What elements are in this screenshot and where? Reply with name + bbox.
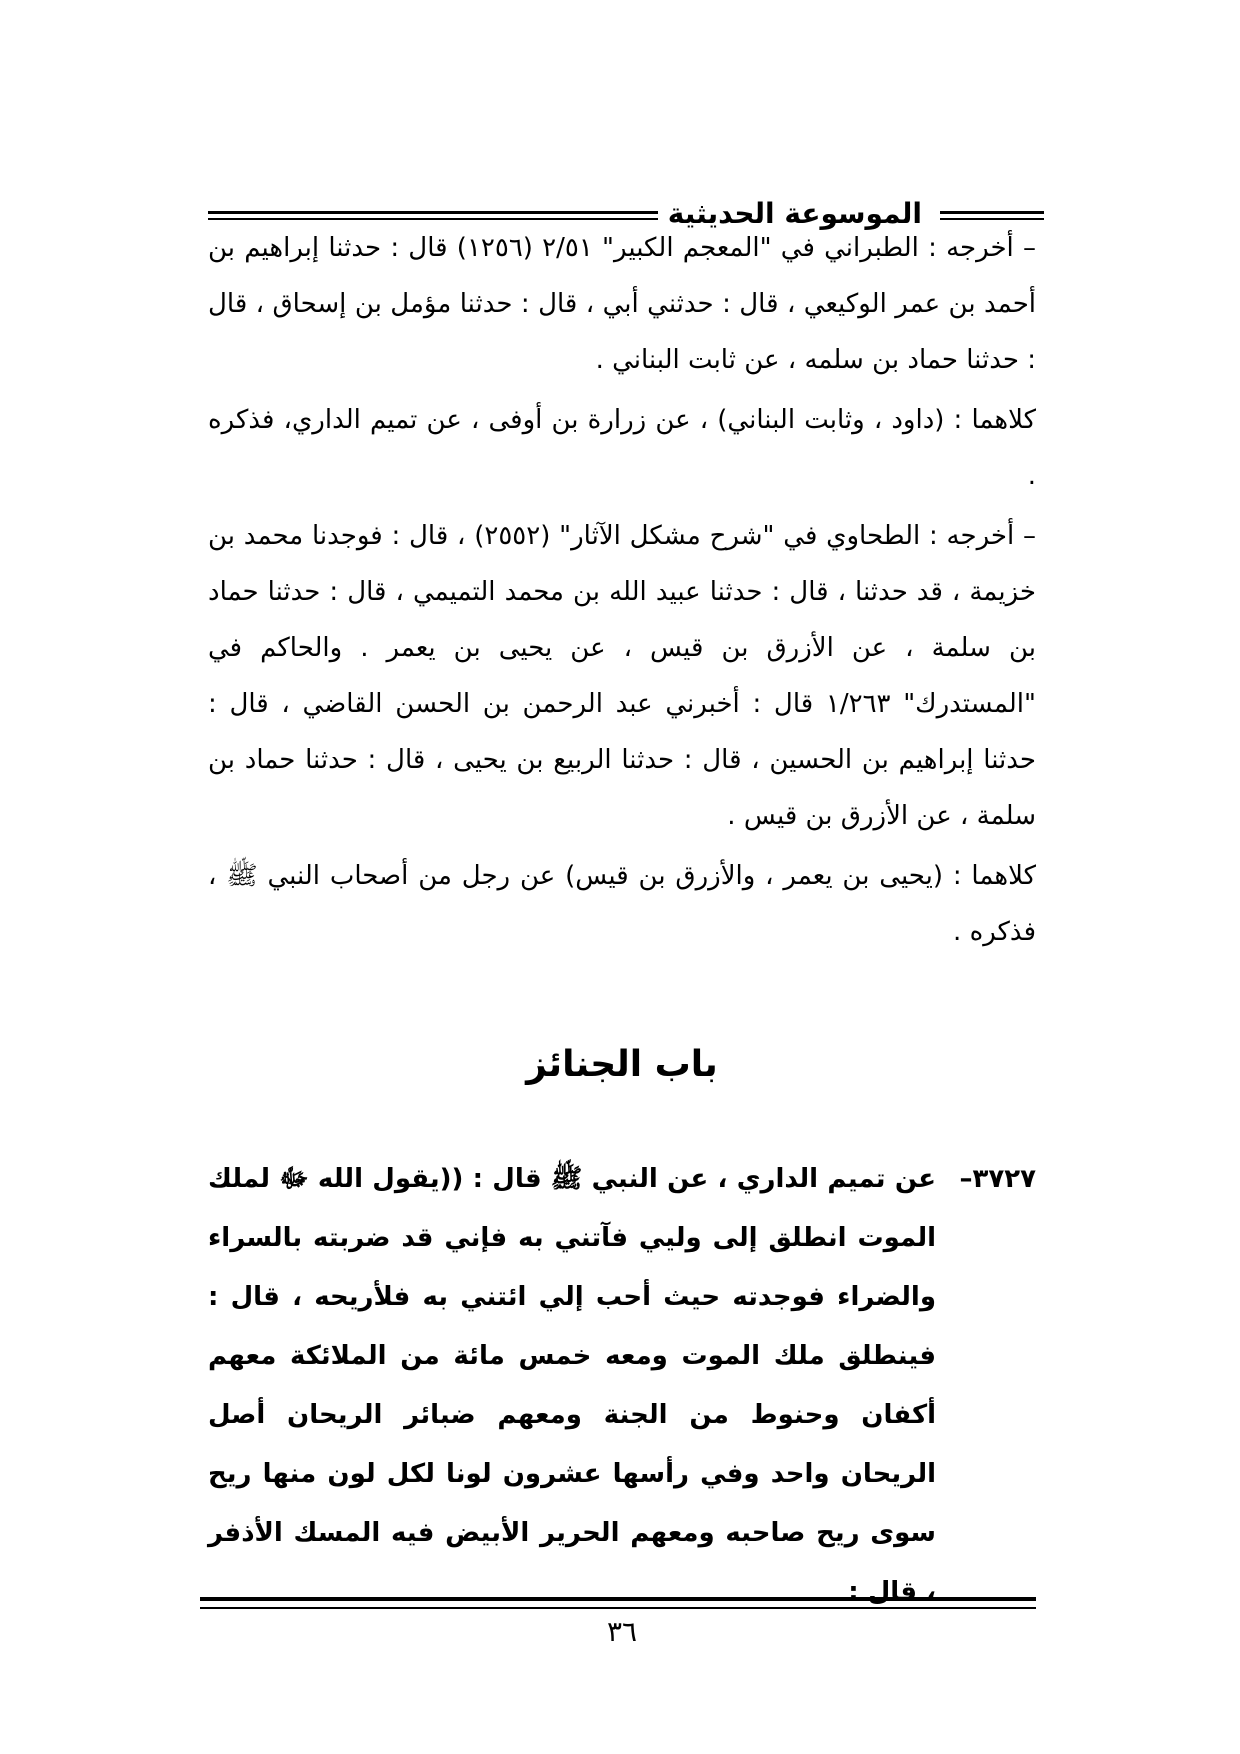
paragraph-kilahuma-2: كلاهما : (يحيى بن يعمر ، والأزرق بن قيس) عن رجل من أصحاب النبي ﷺ ، فذكره . xyxy=(208,861,1036,947)
paragraph-tabarani: – أخرجه : الطبراني في "المعجم الكبير" ٢/٥١ (١٢٥٦) قال : حدثنا إبراهيم بن أحمد بن عمر الوكيعي ، قال : حدثني أبي ، قال : حدثنا مؤمل بن إسحاق ، قال : حدثنا حماد بن سلمه ، عن ثابت البناني . xyxy=(208,233,1036,375)
page-number: ٣٦ xyxy=(606,1615,638,1648)
header-rule-right xyxy=(940,211,1044,220)
footer-rule xyxy=(200,1597,1036,1609)
hadith-entry xyxy=(208,1150,1036,1622)
header-title: الموسوعة الحديثية xyxy=(658,194,932,234)
paragraph-kilahuma-1: كلاهما : (داود ، وثابت البناني) ، عن زرارة بن أوفى ، عن تميم الداري، فذكره . xyxy=(208,405,1036,491)
paragraph-tahawi: – أخرجه : الطحاوي في "شرح مشكل الآثار" (٢٥٥٢) ، قال : فوجدنا محمد بن خزيمة ، قد حدثنا ، قال : حدثنا عبيد الله بن محمد التميمي ، قال : حدثنا حماد بن سلمة ، عن الأزرق بن قيس ، عن يحيى بن يعمر . والحاكم في "المستدرك" ١/٢٦٣ قال : أخبرني عبد الرحمن بن الحسن القاضي ، قال : حدثنا إبراهيم بن الحسين ، قال : حدثنا الربيع بن يحيى ، قال : حدثنا حماد بن سلمة ، عن الأزرق بن قيس . xyxy=(208,521,1036,831)
hadith-text: عن تميم الداري ، عن النبي ﷺ قال : ((يقول الله ﷻ لملك الموت انطلق إلى وليي فآتني به فإني قد ضربته بالسراء والضراء فوجدته حيث أحب إلي ائتني به فلأريحه ، قال : فينطلق ملك الموت ومعه خمس مائة من الملائكة معهم أكفان وحنوط من الجنة ومعهم ضبائر الريحان أصل الريحان واحد وفي رأسها عشرون لونا لكل لون منها ريح سوى ريح صاحبه ومعهم الحرير الأبيض فيه المسك الأذفر ، قال : xyxy=(208,1164,936,1607)
header-rule-left xyxy=(208,211,708,220)
hadith-number: ٣٧٢٧– xyxy=(959,1164,1036,1194)
takhrij-section xyxy=(208,220,1036,960)
section-title: باب الجنائز xyxy=(526,1044,718,1085)
